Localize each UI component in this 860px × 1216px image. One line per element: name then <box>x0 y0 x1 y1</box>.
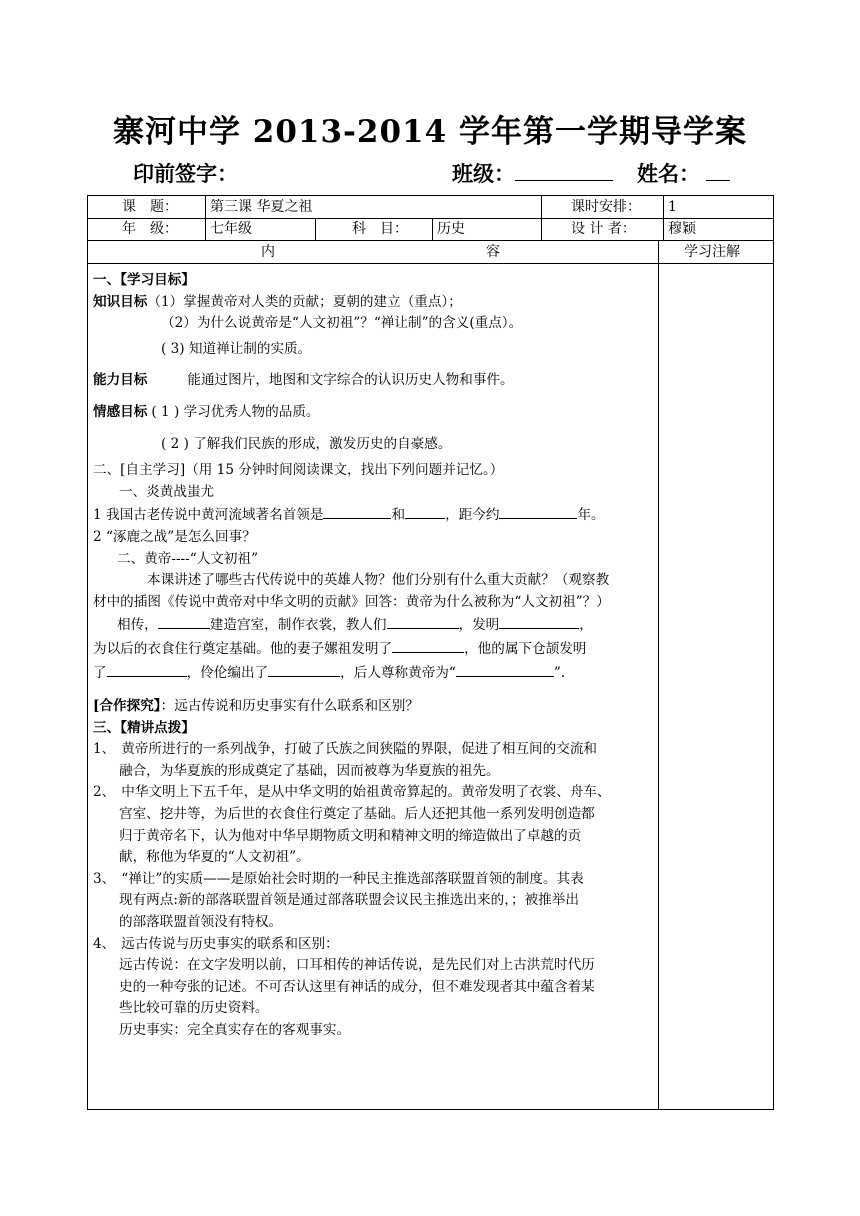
class-field <box>452 158 613 188</box>
explain-item-2-cont: 归于黄帝名下，认为他对中华早期物质文明和精神文明的缔造做出了卓越的贡 <box>119 827 582 844</box>
self-study-sub1: 一、炎黄战蚩尤 <box>119 483 215 500</box>
emotion-goal-1: 情感目标 ( 1 ) 学习优秀人物的品质。 <box>93 403 320 420</box>
grade-value: 七年级 <box>210 221 252 237</box>
explain-item-3-cont: 的部落联盟首领没有特权。 <box>119 914 283 931</box>
fill-in-line-2: 为以后的衣食住行奠定基础。他的妻子嫘祖发明了 ，他的属下仓颉发明 <box>93 637 655 661</box>
fill-in-line-3: 了 ，伶伦编出了 ，后人尊称黄帝为“ ”. <box>93 661 655 685</box>
explain-item-4-cont: 远古传说：在文字发明以前，口耳相传的神话传说，是先民们对上古洪荒时代历 <box>119 957 595 974</box>
study-paragraph-line-2: 材中的插图《传说中黄帝对中华文明的贡献》回答：黄帝为什么被称为“人文初祖”？） <box>93 593 610 610</box>
page-title: 寨河中学 2013-2014 学年第一学期导学案 <box>112 114 747 150</box>
explain-item-1: 1、 黄帝所进行的一系列战争，打破了氏族之间狭隘的界限，促进了相互间的交流和 <box>93 741 598 758</box>
content-header-left: 内 <box>261 244 275 260</box>
explain-heading: 三、【精讲点拨】 <box>93 719 195 736</box>
explain-item-4: 4、 远古传说与历史事实的联系和区别： <box>93 935 339 952</box>
name-blank <box>706 160 730 181</box>
class-label: 班级： <box>452 161 515 186</box>
lesson-content <box>93 270 655 1042</box>
name-field <box>637 158 730 188</box>
self-study-sub2: 二、黄帝----“人文初祖” <box>117 550 259 567</box>
answer-blank <box>499 503 577 519</box>
explain-item-4-cont: 历史事实：完全真实存在的客观事实。 <box>119 1022 351 1038</box>
designer-label: 设 计 者： <box>571 221 636 237</box>
study-paragraph-line-1: 本课讲述了哪些古代传说中的英雄人物？他们分别有什么重大贡献？（观察教 <box>147 572 610 589</box>
explain-item-4-cont: 些比较可靠的历史资料。 <box>119 1000 269 1017</box>
question-2: 2 “涿鹿之战”是怎么回事？ <box>93 528 256 545</box>
explain-item-3-cont: 现有两点:新的部落联盟首领是通过部落联盟会议民主推选出来的，；被推举出 <box>119 892 579 909</box>
ability-label: 能力目标 <box>93 372 148 389</box>
knowledge-goal-1: 知识目标（1）掌握黄帝对人类的贡献；夏朝的建立（重点）； <box>93 293 462 310</box>
hours-label: 课时安排： <box>571 199 641 215</box>
answer-blank <box>392 637 464 653</box>
explain-item-2-cont: 献，称他为华夏的“人文初祖”。 <box>119 849 310 866</box>
cooperate-line: [合作探究】：远古传说和历史事实有什么联系和区别？ <box>93 698 419 715</box>
ability-goal: 能力目标 能通过图片，地图和文字综合的认识历史人物和事件。 <box>93 372 514 389</box>
content-header-right: 容 <box>486 244 500 260</box>
knowledge-label: 知识目标 <box>93 293 148 310</box>
knowledge-goal-3: ( 3) 知道禅让制的实质。 <box>161 340 312 357</box>
explain-item-4-cont: 史的一种夸张的记述。不可否认这里有神话的成分，但不难发现者其中蕴含着某 <box>119 978 595 995</box>
answer-blank <box>387 613 459 629</box>
goals-heading: 一、【学习目标】 <box>93 272 195 288</box>
topic-value: 第三课 华夏之祖 <box>210 199 313 215</box>
answer-blank <box>499 613 579 629</box>
emotion-goal-2: ( 2 ) 了解我们民族的形成，激发历史的自豪感。 <box>161 435 452 452</box>
hours-value: 1 <box>668 199 677 215</box>
subject-label: 科 目： <box>352 221 408 237</box>
answer-blank <box>268 661 340 677</box>
fill-in-line-1: 相传， 建造宫室，制作衣裳，教人们 ，发明 ， <box>93 613 655 637</box>
question-1: 1 我国古老传说中黄河流域著名首领是 和 ，距今约 年。 <box>93 503 655 527</box>
answer-blank <box>456 661 554 677</box>
self-study-heading: 二、[自主学习]（用 15 分钟时间阅读课文，找出下列问题并记忆。） <box>93 462 504 479</box>
explain-item-3: 3、 “禅让”的实质——是原始社会时期的一种民主推选部落联盟首领的制度。其表 <box>93 870 584 887</box>
emotion-label: 情感目标 <box>93 403 148 420</box>
explain-item-2-cont: 宫室、挖井等，为后世的衣食住行奠定了基础。后人还把其他一系列发明创造都 <box>119 806 595 823</box>
sign-label: 印前签字： <box>133 161 238 186</box>
answer-blank <box>323 503 391 519</box>
explain-item-1-cont: 融合，为华夏族的形成奠定了基础，因而被尊为华夏族的祖先。 <box>119 762 500 779</box>
subject-value: 历史 <box>437 221 465 237</box>
notes-header: 学习注解 <box>684 244 740 260</box>
answer-blank <box>405 503 445 519</box>
knowledge-goal-2: （2）为什么说黄帝是“人文初祖”？“禅让制”的含义(重点）。 <box>161 315 523 332</box>
answer-blank <box>158 613 210 629</box>
name-label: 姓名： <box>637 161 700 186</box>
answer-blank <box>107 661 187 677</box>
cooperate-label: [合作探究】 <box>93 698 161 715</box>
designer-value: 穆颖 <box>668 221 696 237</box>
grade-label: 年 级： <box>122 221 178 237</box>
topic-label: 课 题： <box>122 199 178 215</box>
class-blank <box>515 160 613 181</box>
explain-item-2: 2、 中华文明上下五千年，是从中华文明的始祖黄帝算起的。黄帝发明了衣裳、舟车、 <box>93 784 611 801</box>
